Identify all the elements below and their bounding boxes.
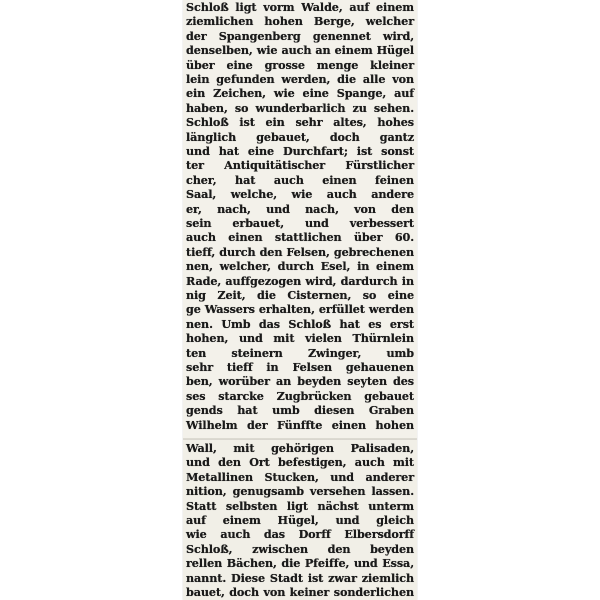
text-line: nen, welcher, durch Esel, in einem bbox=[186, 259, 414, 274]
text-line: er, nach, und nach, von den bbox=[186, 201, 414, 216]
text-line: Wilhelm der Fünffte einen hohen bbox=[186, 417, 414, 432]
text-line: und hat eine Durchfart; ist sonst bbox=[186, 144, 414, 158]
text-line: auch einen stattlichen über 60. bbox=[186, 230, 414, 245]
text-line: ge Wassers erhalten, erfüllet werden bbox=[186, 302, 414, 317]
text-line: denselben, wie auch an einem Hügel bbox=[186, 43, 414, 58]
text-line: nition, genugsamb versehen lassen. bbox=[186, 484, 414, 499]
text-line: ten steinern Zwinger, umb bbox=[186, 345, 414, 360]
text-line: ein Zeichen, wie eine Spange, auf bbox=[186, 86, 414, 101]
text-line: hohen, und mit vielen Thürnlein bbox=[186, 331, 414, 346]
text-line: tieff, durch den Felsen, gebrechenen bbox=[186, 244, 414, 259]
text-line: sein erbauet, und verbessert bbox=[186, 216, 414, 230]
text-line: Metallinen Stucken, und anderer bbox=[186, 469, 414, 484]
text-line: ses starcke Zugbrücken gebauet bbox=[186, 388, 414, 403]
text-line: und den Ort befestigen, auch mit bbox=[186, 455, 414, 470]
text-line: sehr tieff in Felsen gehauenen bbox=[186, 360, 414, 374]
text-line: Saal, welche, wie auch andere bbox=[186, 187, 414, 202]
text-line: rellen Bächen, die Pfeiffe, und Essa, bbox=[186, 556, 414, 571]
text-line: länglich gebauet, doch gantz bbox=[186, 129, 414, 144]
text-line: über eine grosse menge kleiner bbox=[186, 57, 414, 72]
scanned-text-column-upper bbox=[183, 0, 417, 440]
text-line: Schloß ist ein sehr altes, hohes bbox=[186, 115, 414, 130]
text-line: der Spangenberg genennet wird, bbox=[186, 28, 414, 43]
text-line: Wall, mit gehörigen Palisaden, bbox=[186, 441, 414, 455]
text-line: bauet, doch von keiner sonderlichen bbox=[186, 585, 414, 599]
text-line: lein gefunden werden, die alle von bbox=[186, 72, 414, 86]
text-line: wie auch das Dorff Elbersdorff bbox=[186, 527, 414, 542]
text-line: cher, hat auch einen feinen bbox=[186, 172, 414, 187]
text-line: gends hat umb diesen Graben bbox=[186, 403, 414, 418]
text-line: auf einem Hügel, und gleich bbox=[186, 513, 414, 527]
text-line: ben, worüber an beyden seyten des bbox=[186, 374, 414, 389]
text-line: Schloß ligt vorm Walde, auf einem bbox=[186, 0, 414, 14]
text-line: nannt. Diese Stadt ist zwar ziemlich bbox=[186, 570, 414, 585]
text-line: haben, so wunderbarlich zu sehen. bbox=[186, 100, 414, 115]
text-line: Schloß, zwischen den beyden bbox=[186, 541, 414, 556]
text-line: nig Zeit, die Cisternen, so eine bbox=[186, 288, 414, 302]
scanned-text-column-lower bbox=[183, 440, 417, 600]
text-line: nen. Umb das Schloß hat es erst bbox=[186, 316, 414, 331]
text-line: ter Antiquitätischer Fürstlicher bbox=[186, 158, 414, 173]
text-line: Statt selbsten ligt nächst unterm bbox=[186, 498, 414, 513]
text-line: Rade, auffgezogen wird, dardurch in bbox=[186, 273, 414, 288]
text-line: ziemlichen hohen Berge, welcher bbox=[186, 14, 414, 29]
